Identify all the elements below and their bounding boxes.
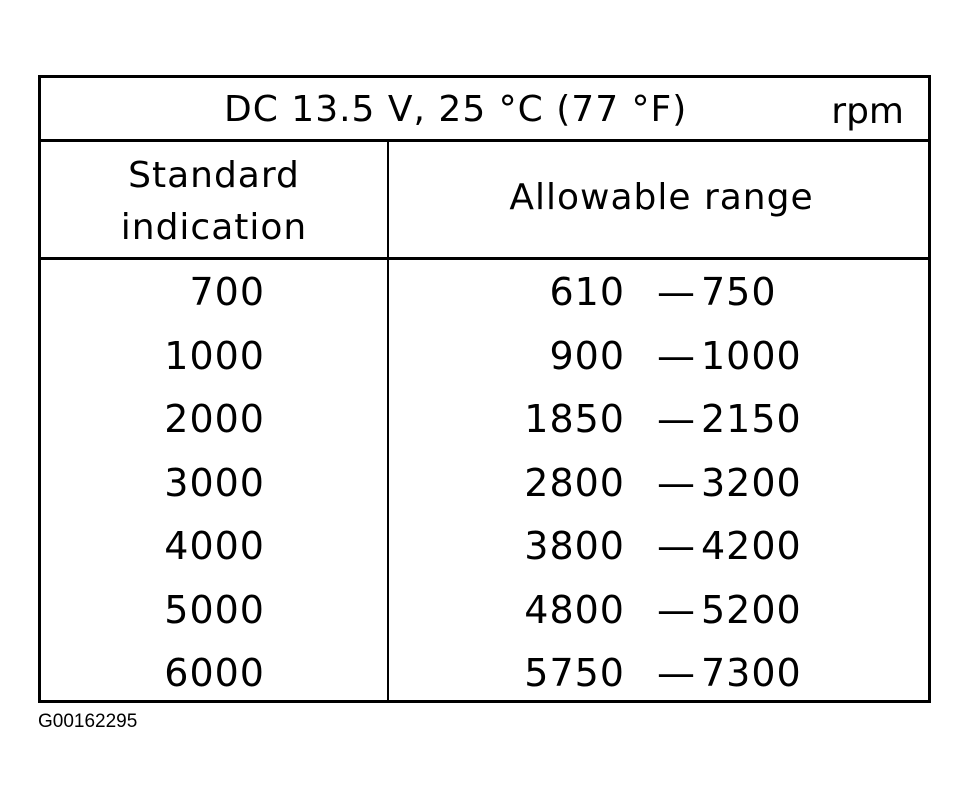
range-high: 750: [701, 270, 777, 314]
range-high: 3200: [701, 460, 802, 505]
standard-value: 5000: [164, 587, 265, 632]
range-low: 5750: [524, 651, 625, 695]
range-dash: —: [657, 333, 695, 378]
range-low: 3800: [524, 524, 625, 568]
range-high: 7300: [701, 651, 802, 695]
range-dash: —: [657, 524, 695, 568]
test-condition: DC 13.5 V, 25 °C (77 °F): [224, 89, 688, 130]
table-row: [41, 267, 928, 331]
range-low: 1850: [524, 397, 625, 441]
table-row: [41, 521, 928, 585]
standard-value: 2000: [164, 397, 265, 441]
table-row: [41, 458, 928, 522]
column-header-range: Allowable range: [509, 177, 814, 218]
standard-value: 6000: [164, 651, 265, 695]
range-dash: —: [657, 651, 695, 695]
table-body: [41, 267, 928, 712]
standard-value: 700: [189, 270, 265, 314]
column-header-standard: Standard indication: [120, 155, 308, 248]
range-dash: —: [657, 587, 695, 632]
standard-value: 3000: [164, 460, 265, 505]
range-high: 1000: [701, 333, 802, 378]
column-header-row: [41, 142, 928, 260]
range-low: 900: [549, 333, 625, 378]
range-dash: —: [657, 460, 695, 505]
range-high: 5200: [701, 587, 802, 632]
range-low: 2800: [524, 460, 625, 505]
range-low: 4800: [524, 587, 625, 632]
spec-table: [38, 75, 931, 703]
standard-value: 1000: [164, 333, 265, 378]
range-high: 4200: [701, 524, 802, 568]
figure-id: G00162295: [38, 711, 138, 732]
range-low: 610: [549, 270, 625, 314]
range-dash: —: [657, 397, 695, 441]
range-high: 2150: [701, 397, 802, 441]
unit-label: rpm: [831, 91, 904, 132]
table-header-row: [41, 78, 928, 142]
standard-value: 4000: [164, 524, 265, 568]
table-row: [41, 394, 928, 458]
table-row: [41, 331, 928, 395]
table-row: [41, 585, 928, 649]
table-row: [41, 648, 928, 712]
range-dash: —: [657, 270, 695, 314]
